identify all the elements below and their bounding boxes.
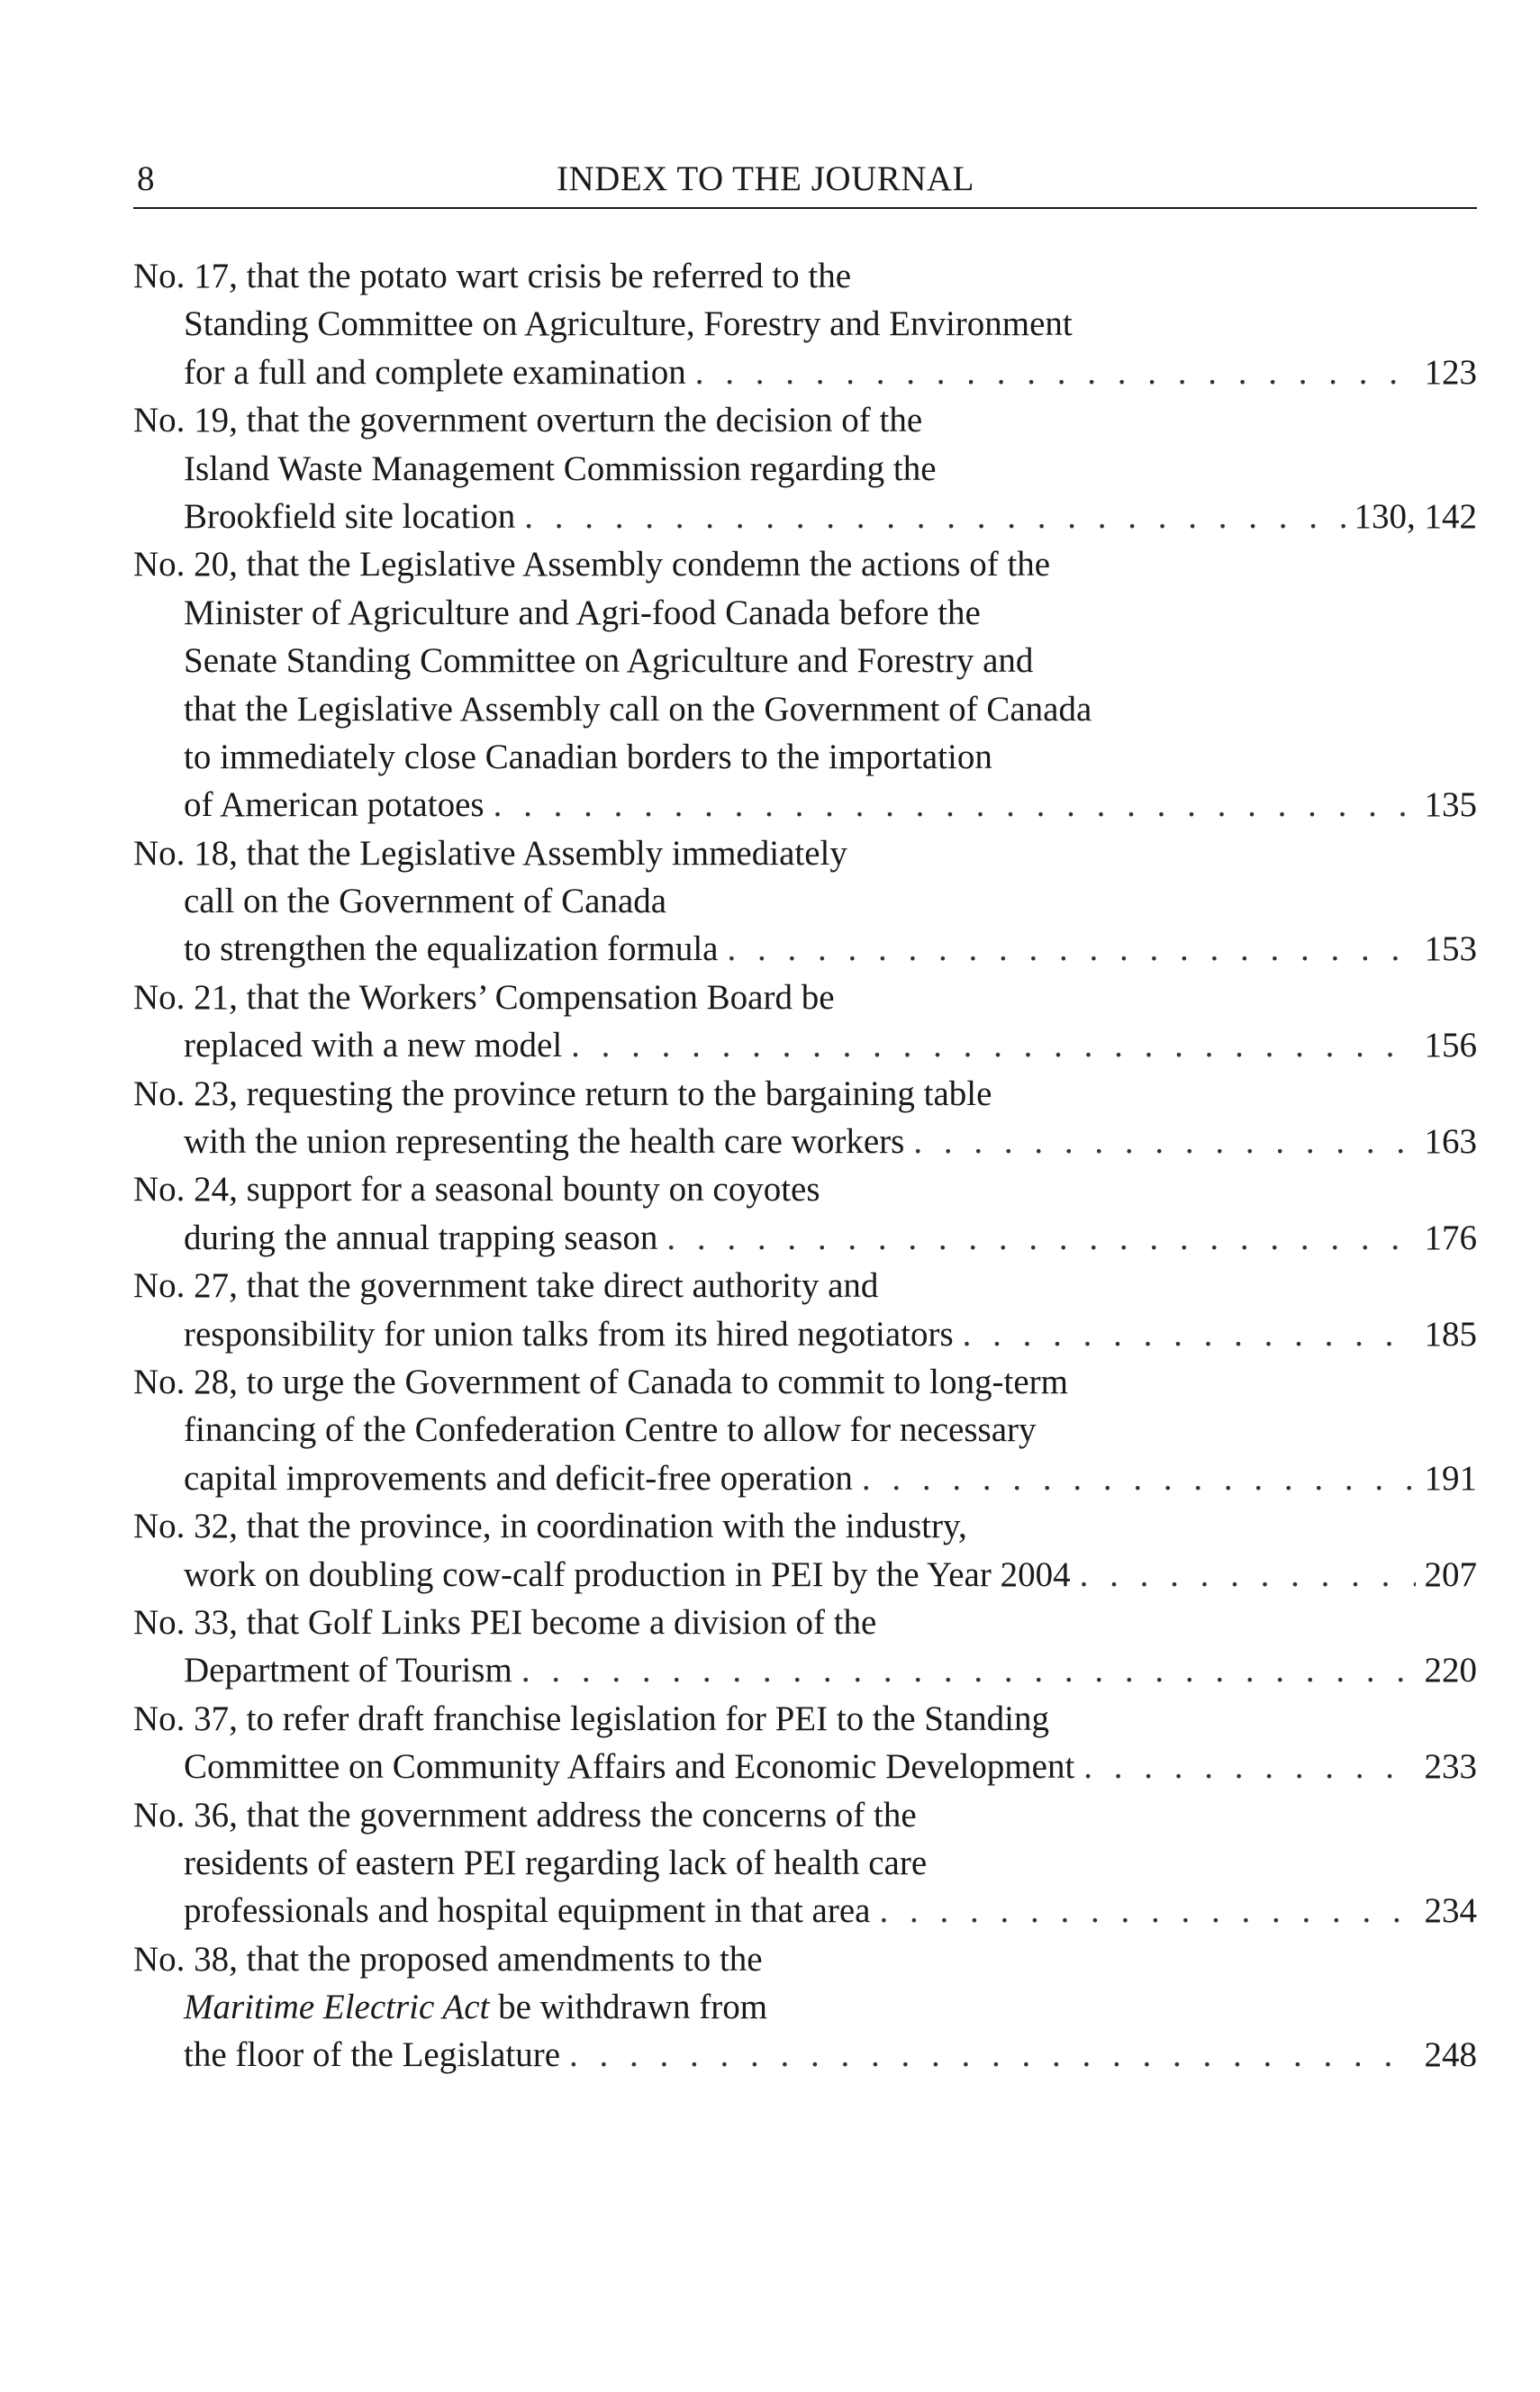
dot-leader [727, 925, 1415, 973]
entry-heading-line: No. 18, that the Legislative Assembly immediately [133, 833, 847, 873]
dot-leader [666, 1214, 1415, 1262]
entry-heading-line: No. 23, requesting the province return to the bargaining table [133, 1074, 992, 1113]
page-reference: 185 [1424, 1314, 1477, 1354]
index-entry [133, 396, 1477, 540]
entry-final-line [133, 2031, 1477, 2079]
entry-text: work on doubling cow-calf production in PEI by the Year 2004 [184, 1554, 1071, 1594]
entry-final-line [133, 1743, 1477, 1790]
running-header [133, 151, 1477, 209]
index-entry [133, 1165, 1477, 1262]
entry-heading-line: No. 19, that the government overturn the decision of the [133, 401, 923, 440]
entry-text: during the annual trapping season [184, 1218, 658, 1257]
entry-heading-line: No. 32, that the province, in coordination with the industry, [133, 1507, 967, 1546]
entry-text: Committee on Community Affairs and Economic Development [184, 1747, 1075, 1787]
entry-heading-line: No. 28, to urge the Government of Canada to commit to long-term [133, 1362, 1068, 1401]
entry-continuation-line: Island Waste Management Commission regarding the [184, 448, 937, 488]
page-reference: 123 [1424, 352, 1477, 392]
dot-leader [695, 349, 1416, 396]
index-entry [133, 829, 1477, 974]
entry-continuation-line: to immediately close Canadian borders to the importation [184, 737, 992, 776]
dot-leader [494, 781, 1416, 829]
entry-text: replaced with a new model [184, 1026, 563, 1065]
index-entry [133, 540, 1477, 829]
entry-final-line [133, 1454, 1477, 1502]
dot-leader [862, 1454, 1416, 1502]
entry-final-line [133, 1021, 1477, 1069]
entry-continuation-line: residents of eastern PEI regarding lack of health care [184, 1843, 928, 1882]
entry-final-line [133, 781, 1477, 829]
page-reference: 233 [1424, 1747, 1477, 1787]
entry-continuation-line [133, 1983, 1477, 2031]
entry-text: responsibility for union talks from its hired negotiators [184, 1314, 954, 1354]
index-entry [133, 1358, 1477, 1502]
entry-continuation-line: Senate Standing Committee on Agriculture and Forestry and [184, 641, 1034, 681]
page-reference: 153 [1424, 929, 1477, 969]
entry-final-line [133, 1214, 1477, 1262]
entry-final-line [133, 1646, 1477, 1694]
page-reference: 220 [1424, 1651, 1477, 1690]
entry-text: to strengthen the equalization formula [184, 929, 719, 969]
page-number: 8 [137, 159, 155, 198]
act-title: Maritime Electric Act [184, 1988, 490, 2027]
entry-continuation-line: Minister of Agriculture and Agri-food Canada before the [184, 593, 981, 632]
entry-heading-line: No. 20, that the Legislative Assembly condemn the actions of the [133, 545, 1051, 584]
entry-heading-line: No. 21, that the Workers’ Compensation Board be [133, 977, 835, 1017]
running-head-title: INDEX TO THE JOURNAL [557, 159, 974, 198]
entry-final-line [133, 925, 1477, 973]
index-entry [133, 974, 1477, 1070]
page-reference: 248 [1424, 2035, 1477, 2075]
index-entry [133, 1502, 1477, 1599]
dot-leader [1080, 1551, 1416, 1599]
dot-leader [913, 1118, 1415, 1165]
entry-heading-line: No. 38, that the proposed amendments to the [133, 1939, 763, 1979]
entry-continuation-line: that the Legislative Assembly call on the Government of Canada [184, 689, 1092, 729]
entry-final-line [133, 493, 1477, 540]
entry-final-line [133, 1118, 1477, 1165]
entry-final-line [133, 349, 1477, 396]
entry-heading-line: No. 17, that the potato wart crisis be referred to the [133, 257, 852, 295]
entry-text: Department of Tourism [184, 1651, 512, 1690]
entry-continuation-line: Standing Committee on Agriculture, Forestry and Environment [184, 304, 1073, 344]
page-reference: 156 [1424, 1026, 1477, 1065]
entry-text: capital improvements and deficit-free operation [184, 1458, 853, 1498]
dot-leader [963, 1310, 1416, 1358]
entry-text: Brookfield site location [184, 496, 516, 536]
entry-text: the floor of the Legislature [184, 2035, 561, 2075]
entry-heading-line: No. 37, to refer draft franchise legislation for PEI to the Standing [133, 1699, 1049, 1738]
dot-leader [524, 493, 1345, 540]
index-entry [133, 1695, 1477, 1791]
entry-final-line [133, 1887, 1477, 1934]
entry-text: of American potatoes [184, 785, 485, 825]
index-entry [133, 1262, 1477, 1358]
page-reference: 163 [1424, 1122, 1477, 1162]
index-entry [133, 1599, 1477, 1695]
dot-leader [1083, 1743, 1415, 1790]
entry-heading-line: No. 27, that the government take direct authority and [133, 1266, 879, 1306]
entry-heading-line: No. 36, that the government address the concerns of the [133, 1795, 917, 1835]
page-reference: 234 [1424, 1891, 1477, 1931]
index-entry [133, 252, 1477, 396]
dot-leader [521, 1646, 1416, 1694]
page-reference: 130, 142 [1354, 496, 1477, 536]
page-reference: 135 [1424, 785, 1477, 825]
index-entry [133, 1070, 1477, 1166]
index-entry [133, 1791, 1477, 1935]
dot-leader [569, 2031, 1415, 2079]
page-reference: 176 [1424, 1218, 1477, 1257]
entry-continuation-line: call on the Government of Canada [184, 882, 667, 921]
entry-final-line [133, 1551, 1477, 1599]
entry-text: with the union representing the health care workers [184, 1122, 905, 1162]
dot-leader [879, 1887, 1415, 1934]
entry-text: be withdrawn from [489, 1988, 768, 2027]
page-reference: 191 [1424, 1458, 1477, 1498]
page-reference: 207 [1424, 1554, 1477, 1594]
entry-heading-line: No. 33, that Golf Links PEI become a division of the [133, 1602, 877, 1642]
entry-heading-line: No. 24, support for a seasonal bounty on coyotes [133, 1170, 820, 1210]
entry-text: for a full and complete examination [184, 352, 686, 392]
entry-final-line [133, 1310, 1477, 1358]
entry-text: professionals and hospital equipment in that area [184, 1891, 871, 1931]
entry-continuation-line: financing of the Confederation Centre to allow for necessary [184, 1410, 1037, 1450]
dot-leader [571, 1021, 1415, 1069]
index-entries-list [133, 252, 1477, 2079]
index-entry [133, 1935, 1477, 2079]
